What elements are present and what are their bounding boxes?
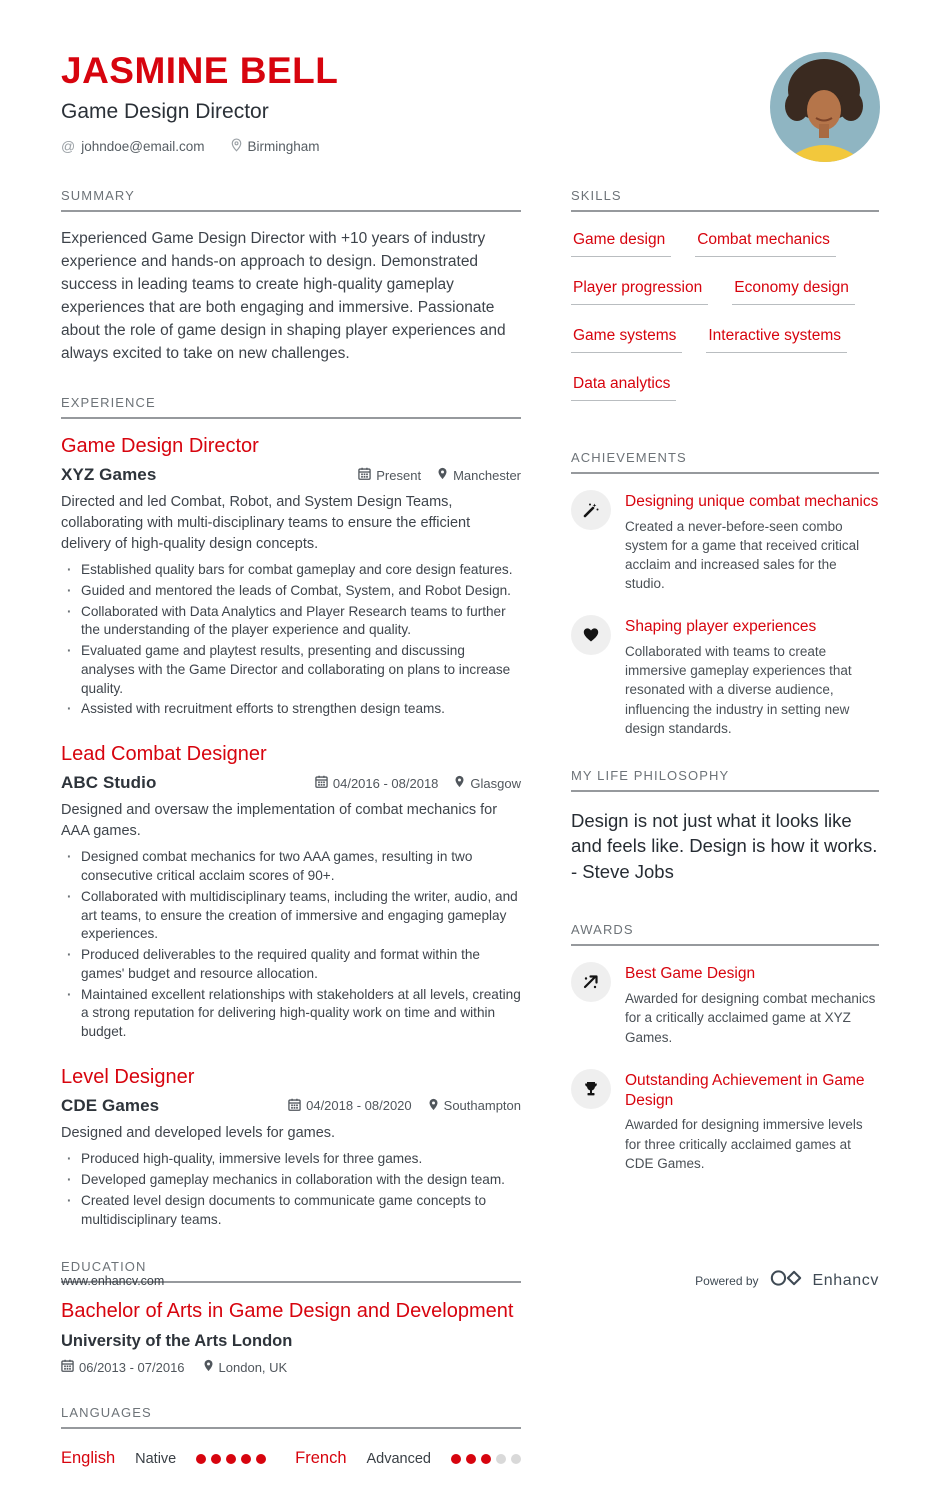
achievement-description: Collaborated with teams to create immersive gameplay experiences that resonated with a diverse audience, influencing the industry in setting new design standards. [625,644,852,736]
job-location-item [428,1098,521,1114]
proficiency-dot [196,1454,206,1464]
awards-heading: AWARDS [571,922,879,946]
award-title: Outstanding Achievement in Game Design [625,1071,865,1109]
education-dates-item [61,1359,185,1375]
person-title: Game Design Director [61,99,269,123]
proficiency-dots [196,1454,266,1464]
bullet-item: · Developed gameplay mechanics in collaboration with the design team. [61,1171,521,1190]
education-location: London, UK [218,1359,288,1375]
language-name: English [61,1449,116,1468]
bullet-item: · Produced high-quality, immersive levels for three games. [61,1150,521,1169]
education-dates: 06/2013 - 07/2016 [79,1359,185,1375]
summary-heading: SUMMARY [61,188,521,212]
content-columns [0,188,940,1498]
school-name: University of the Arts London [61,1332,293,1351]
philosophy-section [571,768,879,885]
date-range-item [315,775,439,791]
job-title: Lead Combat Designer [61,743,267,766]
languages-section [61,1405,521,1468]
job-description: Designed and oversaw the implementation of combat mechanics for AAA games. [61,802,498,839]
bullet-item: · Designed combat mechanics for two AAA games, resulting in two consecutive critical acclaim scores of 90+. [61,848,521,886]
page-footer [61,1267,879,1294]
skill-chip: Game design [571,231,671,257]
job-description: Designed and developed levels for games. [61,1124,336,1141]
experience-heading: EXPERIENCE [61,395,521,419]
proficiency-dot [256,1454,266,1464]
email-value[interactable]: johndoe@email.com [81,138,205,154]
skill-chip: Combat mechanics [695,231,836,257]
award-description: Awarded for designing combat mechanics for a critically acclaimed game at XYZ Games. [625,991,876,1045]
date-range: Present [376,467,422,483]
award-description: Awarded for designing immersive levels for three critically acclaimed games at CDE Games. [625,1117,863,1171]
job-title: Level Designer [61,1065,195,1088]
skills-section [571,188,879,420]
calendar-icon [288,1098,301,1114]
achievement-description: Created a never-before-seen combo system for a game that received critical acclaim and increased sales for the studio. [625,518,860,592]
skill-chip: Economy design [732,279,855,305]
bullet-item: · Collaborated with Data Analytics and Player Research teams to further the understanding of the player experience and quality. [61,603,521,641]
proficiency-dot [481,1454,491,1464]
job-bullets [61,561,521,719]
award-item [571,962,879,1046]
proficiency-dot [511,1454,521,1464]
trophy-icon [571,1069,611,1109]
location-pin-icon [437,467,448,483]
bullet-item: · Guided and mentored the leads of Combat, System, and Robot Design. [61,582,521,601]
date-range: 04/2018 - 08/2020 [306,1098,412,1114]
summary-text: Experienced Game Design Director with +10 years of industry experience and hands-on approach to design. Demonstrated success in leading teams to create high-quality gameplay experiences that are both engaging and immersive. Passionate about the role of game design in shaping player experiences and always excited to take on new challenges. [61,229,506,362]
person-name: JASMINE BELL [61,50,339,91]
achievement-item [571,615,879,738]
language-level: Advanced [366,1450,431,1467]
proficiency-dot [466,1454,476,1464]
language-name: French [295,1449,347,1468]
bullet-item: · Assisted with recruitment efforts to strengthen design teams. [61,700,521,719]
skill-chip: Game systems [571,327,682,353]
magic-wand-icon [571,490,611,530]
website-link[interactable]: www.enhancv.com [61,1273,165,1288]
proficiency-dot [496,1454,506,1464]
avatar [770,52,880,162]
location-pin-icon [231,138,242,155]
achievement-title: Shaping player experiences [625,618,817,636]
location-pin-icon [203,1359,214,1375]
job-location: Manchester [453,467,521,483]
achievements-section [571,450,879,738]
location-item [231,138,320,155]
location-value: Birmingham [247,138,320,154]
enhancv-logo-icon [769,1267,803,1294]
achievement-item [571,490,879,593]
language-entry [295,1449,521,1468]
email-item [61,138,205,154]
achievements-heading: ACHIEVEMENTS [571,450,879,474]
experience-entry [61,1066,521,1230]
company-name: CDE Games [61,1095,160,1115]
bullet-item: · Collaborated with multidisciplinary teams, including the writer, audio, and art teams, to ensure the creation of immersive and engaging gameplay experiences. [61,888,521,944]
award-item [571,1069,879,1173]
proficiency-dot [451,1454,461,1464]
brand-name: Enhancv [812,1271,879,1289]
job-meta-row [61,465,521,485]
job-location: Glasgow [470,775,521,791]
experience-entry [61,743,521,1042]
job-meta-row [61,1096,521,1116]
job-title: Game Design Director [61,435,259,458]
skill-chip: Data analytics [571,375,676,401]
company-name: ABC Studio [61,773,157,793]
job-description: Directed and led Combat, Robot, and System Design Teams, collaborating with multi-disciplinary teams to ensure the efficient delivery of high-quality design concepts. [61,494,471,552]
language-level: Native [135,1450,177,1467]
skill-chip: Interactive systems [706,327,847,353]
bullet-item: · Evaluated game and playtest results, presenting and discussing analyses with the Game Director and collaborating on plans to increase quality. [61,642,521,698]
powered-by-label: Powered by [695,1273,759,1288]
education-heading: EDUCATION [61,1259,521,1283]
languages-heading: LANGUAGES [61,1405,521,1429]
job-location-item [437,467,521,483]
skills-list [571,228,879,420]
job-location-item [454,775,521,791]
trending-arrow-icon [571,962,611,1002]
job-meta-row [61,773,521,793]
languages-row [61,1449,521,1468]
left-column [61,188,521,1498]
awards-section [571,922,879,1172]
bullet-item: · Produced deliverables to the required quality and format within the games' budget and resource allocation. [61,946,521,984]
proficiency-dots [451,1454,521,1464]
date-range-item [358,467,421,483]
experience-entry [61,435,521,719]
philosophy-heading: MY LIFE PHILOSOPHY [571,768,879,792]
skills-heading: SKILLS [571,188,879,212]
award-title: Best Game Design [625,965,756,983]
job-location: Southampton [443,1098,521,1114]
skill-chip: Player progression [571,279,708,305]
job-bullets [61,848,521,1042]
date-range: 04/2016 - 08/2018 [332,775,439,791]
job-bullets [61,1150,521,1229]
bullet-item: · Maintained excellent relationships with stakeholders at all levels, creating a strong reputation for delivering high-quality work on time and within budget. [61,986,521,1042]
calendar-icon [358,467,371,483]
location-pin-icon [428,1098,439,1114]
company-name: XYZ Games [61,465,157,485]
proficiency-dot [211,1454,221,1464]
summary-section [61,188,521,366]
philosophy-text: Design is not just what it looks like and feels like. Design is how it works. - Steve Jobs [571,809,878,882]
email-at-icon: @ [61,138,76,155]
education-location-item [203,1359,288,1375]
calendar-icon [61,1359,74,1375]
contact-row [61,138,879,155]
bullet-item: · Created level design documents to communicate game concepts to multidisciplinary teams. [61,1192,521,1230]
experience-section [61,395,521,1229]
location-pin-icon [454,775,465,791]
right-column [571,188,879,1498]
date-range-item [288,1098,412,1114]
language-entry [61,1449,266,1468]
degree-title: Bachelor of Arts in Game Design and Development [61,1300,514,1323]
achievement-title: Designing unique combat mechanics [625,492,879,510]
powered-by[interactable] [695,1267,879,1294]
proficiency-dot [226,1454,236,1464]
proficiency-dot [241,1454,251,1464]
calendar-icon [315,775,328,791]
heart-icon [571,615,611,655]
bullet-item: · Established quality bars for combat gameplay and core design features. [61,561,521,580]
